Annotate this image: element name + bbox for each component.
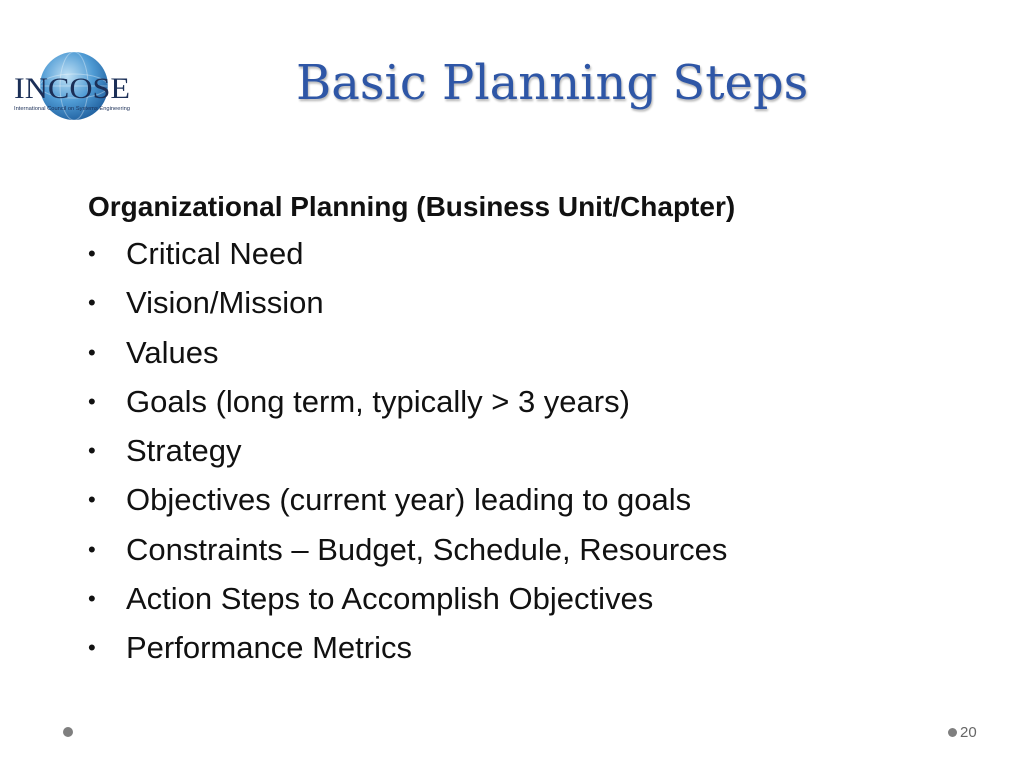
- logo-subtext: International Council on Systems Engineering: [14, 106, 131, 112]
- list-item: [88, 623, 948, 672]
- list-item-text: Goals (long term, typically > 3 years): [126, 383, 630, 419]
- bullet-icon: •: [88, 487, 96, 513]
- slide-title: Basic Planning Steps: [296, 55, 809, 111]
- list-item: [88, 426, 948, 475]
- list-item: [88, 475, 948, 524]
- incose-logo-graphic: [8, 48, 138, 128]
- footer-dot-right: [948, 728, 957, 737]
- list-item-text: Objectives (current year) leading to goals: [126, 482, 692, 518]
- list-item: [88, 328, 948, 377]
- bullet-icon: •: [88, 438, 96, 464]
- list-item-text: Performance Metrics: [126, 630, 412, 666]
- footer-dot-left: [63, 727, 73, 737]
- list-item-text: Strategy: [126, 433, 242, 469]
- slide-body: [88, 187, 948, 673]
- list-item: [88, 278, 948, 327]
- bullet-icon: •: [88, 586, 96, 612]
- section-heading: Organizational Planning (Business Unit/Chapter): [88, 191, 736, 222]
- bullet-icon: •: [88, 635, 96, 661]
- list-item-text: Critical Need: [126, 236, 304, 271]
- list-item-text: Vision/Mission: [126, 285, 324, 321]
- incose-logo: [8, 48, 138, 128]
- list-item: [88, 525, 948, 574]
- list-item: [88, 229, 948, 278]
- list-item-text: Constraints – Budget, Schedule, Resources: [126, 531, 728, 567]
- list-item-text: Values: [126, 334, 219, 370]
- list-item: [88, 377, 948, 426]
- bullet-icon: •: [88, 339, 96, 365]
- list-item-text: Action Steps to Accomplish Objectives: [126, 581, 654, 617]
- bullet-icon: •: [88, 388, 96, 414]
- bullet-list: [88, 229, 948, 673]
- bullet-icon: •: [88, 536, 96, 562]
- logo-wordmark: INCOSE: [14, 72, 130, 105]
- bullet-icon: •: [88, 290, 96, 316]
- page-number: 20: [960, 724, 977, 741]
- bullet-icon: •: [88, 241, 96, 266]
- list-item: [88, 574, 948, 623]
